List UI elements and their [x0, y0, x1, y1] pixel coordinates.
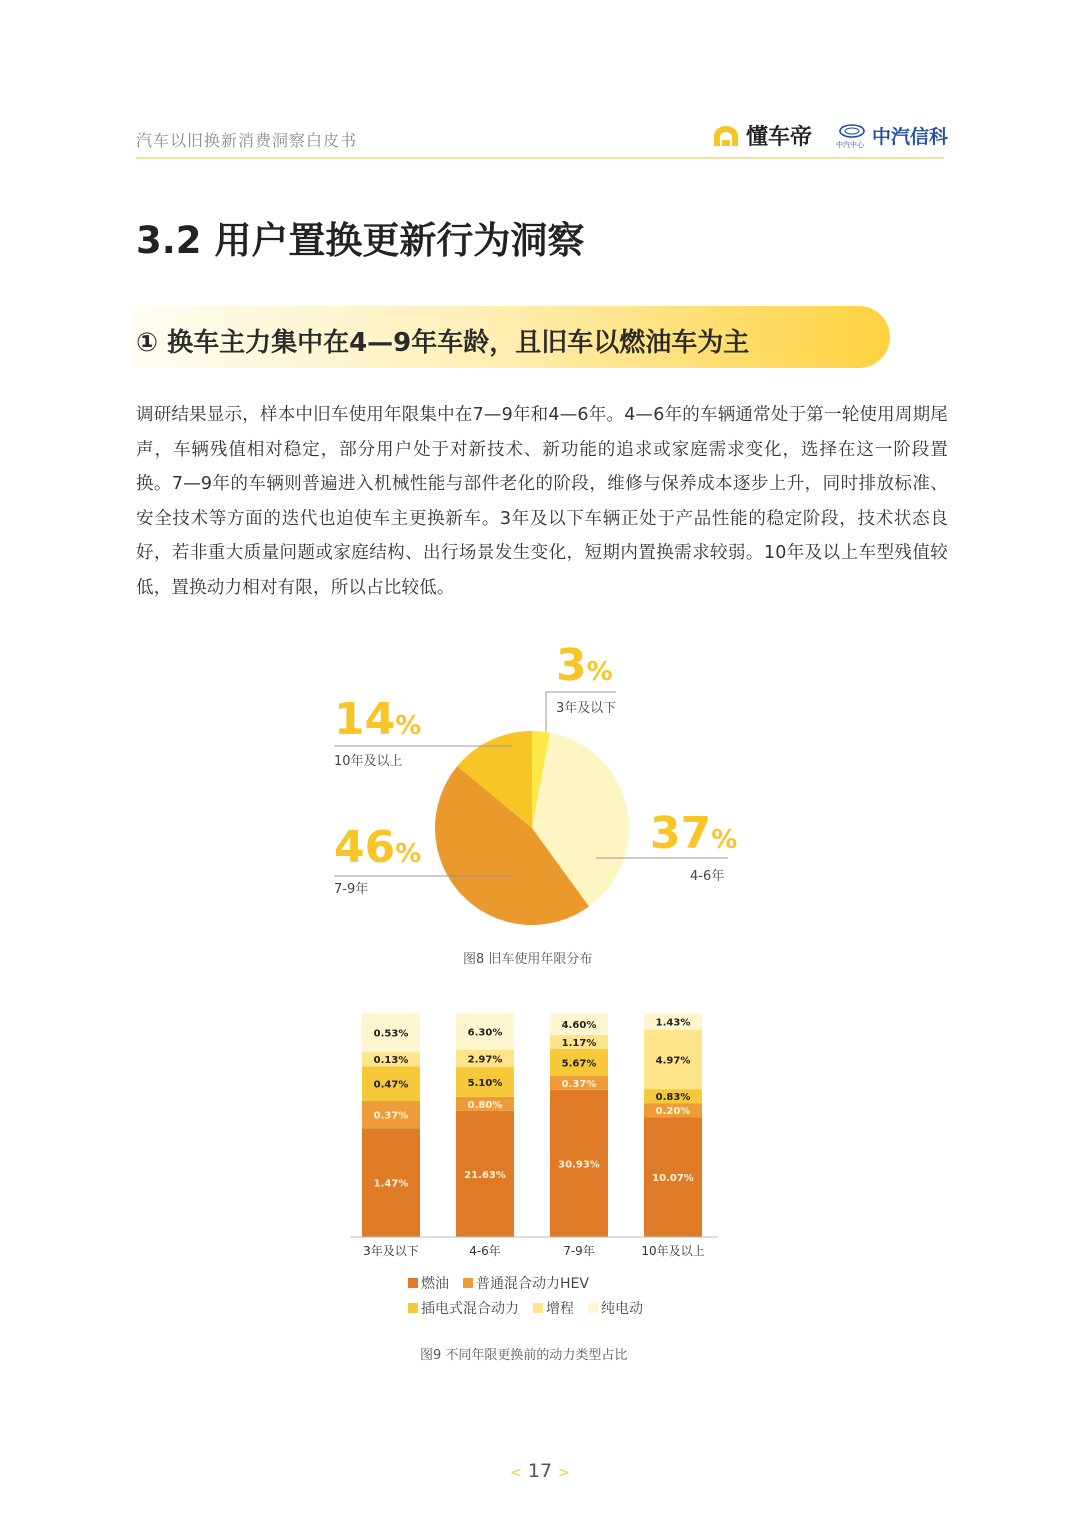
page-number-text: 17 [527, 1460, 553, 1482]
dongchedi-logo [712, 120, 812, 151]
bar-value-label-0-1: 0.37% [373, 1110, 409, 1122]
stacked-bar-chart [340, 1005, 740, 1265]
pie-chart [330, 640, 750, 940]
bar-value-label-1-0: 21.63% [464, 1169, 506, 1181]
catarc-badge-icon [838, 123, 866, 149]
bar-value-label-0-4: 0.53% [373, 1028, 409, 1040]
legend-item-erev: 增程 [533, 1298, 574, 1318]
legend-swatch [408, 1303, 418, 1313]
legend-item-hev: 普通混合动力HEV [463, 1273, 589, 1293]
bar-value-label-2-4: 4.60% [561, 1019, 597, 1031]
next-chevron-icon: > [558, 1465, 570, 1481]
bar-caption: 图9 不同年限更换前的动力类型占比 [420, 1348, 628, 1363]
bar-value-label-0-2: 0.47% [373, 1079, 409, 1091]
logo-secondary-text: 中汽信科 [872, 126, 949, 148]
legend-swatch [463, 1278, 473, 1288]
section-title: 3.2 用户置换更新行为洞察 [136, 219, 585, 262]
bar-value-label-3-1: 0.20% [655, 1106, 691, 1118]
pie-value-7-9yr: 46% [334, 822, 422, 873]
header-title: 汽车以旧换新消费洞察白皮书 [136, 131, 358, 150]
pie-value-3yr: 3% [556, 640, 613, 691]
pie-label-7-9yr: 7-9年 [334, 882, 369, 897]
bar-value-label-2-3: 1.17% [561, 1037, 597, 1049]
bar-value-label-2-2: 5.67% [561, 1058, 597, 1070]
body-paragraph: 调研结果显示，样本中旧车使用年限集中在7—9年和4—6年。4—6年的车辆通常处于第一轮使用周期尾声，车辆残值相对稳定，部分用户处于对新技术、新功能的追求或家庭需求变化，选择在这一阶段置换。7—9年的车辆则普遍进入机械性能与部件老化的阶段，维修与保养成本逐步上升，同时排放标准、安全技术等方面的迭代也迫使车主更换新车。3年及以下车辆正处于产品性能的稳定阶段，技术状态良好，若非重大质量问题或家庭结构、出行场景发生变化，短期内置换需求较弱。10年及以上车型残值较低，置换动力相对有限，所以占比较低。 [136, 405, 948, 598]
prev-chevron-icon: < [510, 1465, 522, 1481]
pie-label-4-6yr: 4-6年 [690, 869, 725, 884]
header-divider [136, 157, 944, 159]
bar-value-label-1-4: 6.30% [467, 1027, 503, 1039]
zhongqixinke-logo [838, 122, 948, 149]
bar-category-label-3: 10年及以上 [641, 1244, 705, 1258]
bar-value-label-2-0: 30.93% [558, 1159, 600, 1171]
pie-value-4-6yr: 37% [650, 808, 738, 859]
bar-value-label-3-4: 1.43% [655, 1017, 691, 1029]
bar-category-label-2: 7-9年 [563, 1244, 595, 1258]
bar-value-label-3-2: 0.83% [655, 1092, 691, 1104]
legend-swatch [408, 1278, 418, 1288]
bar-value-label-0-0: 1.47% [373, 1178, 409, 1190]
bar-legend [408, 1273, 668, 1323]
logo-primary-text: 懂车帝 [746, 125, 813, 150]
logo-secondary-sub: 中汽中心 [836, 140, 864, 149]
legend-swatch [588, 1303, 598, 1313]
bar-category-label-0: 3年及以下 [363, 1244, 419, 1258]
pie-label-10yr: 10年及以上 [334, 754, 403, 769]
legend-item-bev: 纯电动 [588, 1298, 643, 1318]
dongchedi-logo-icon [712, 124, 740, 148]
legend-swatch [533, 1303, 543, 1313]
pie-caption: 图8 旧车使用年限分布 [463, 952, 593, 967]
legend-item-ice: 燃油 [408, 1273, 449, 1293]
bar-value-label-1-2: 5.10% [467, 1077, 503, 1089]
pie-label-3yr: 3年及以下 [556, 701, 617, 716]
page-number [500, 1460, 580, 1482]
section-subtitle: ① 换车主力集中在4—9年车龄，且旧车以燃油车为主 [136, 328, 750, 358]
bar-value-label-1-1: 0.80% [467, 1099, 503, 1111]
bar-value-label-3-3: 4.97% [655, 1055, 691, 1067]
bar-value-label-3-0: 10.07% [652, 1173, 694, 1185]
bar-value-label-2-1: 0.37% [561, 1078, 597, 1090]
legend-item-phev: 插电式混合动力 [408, 1298, 519, 1318]
bar-value-label-0-3: 0.13% [373, 1055, 409, 1067]
bar-value-label-1-3: 2.97% [467, 1054, 503, 1066]
pie-value-10yr: 14% [334, 694, 422, 745]
bar-category-label-1: 4-6年 [469, 1244, 501, 1258]
